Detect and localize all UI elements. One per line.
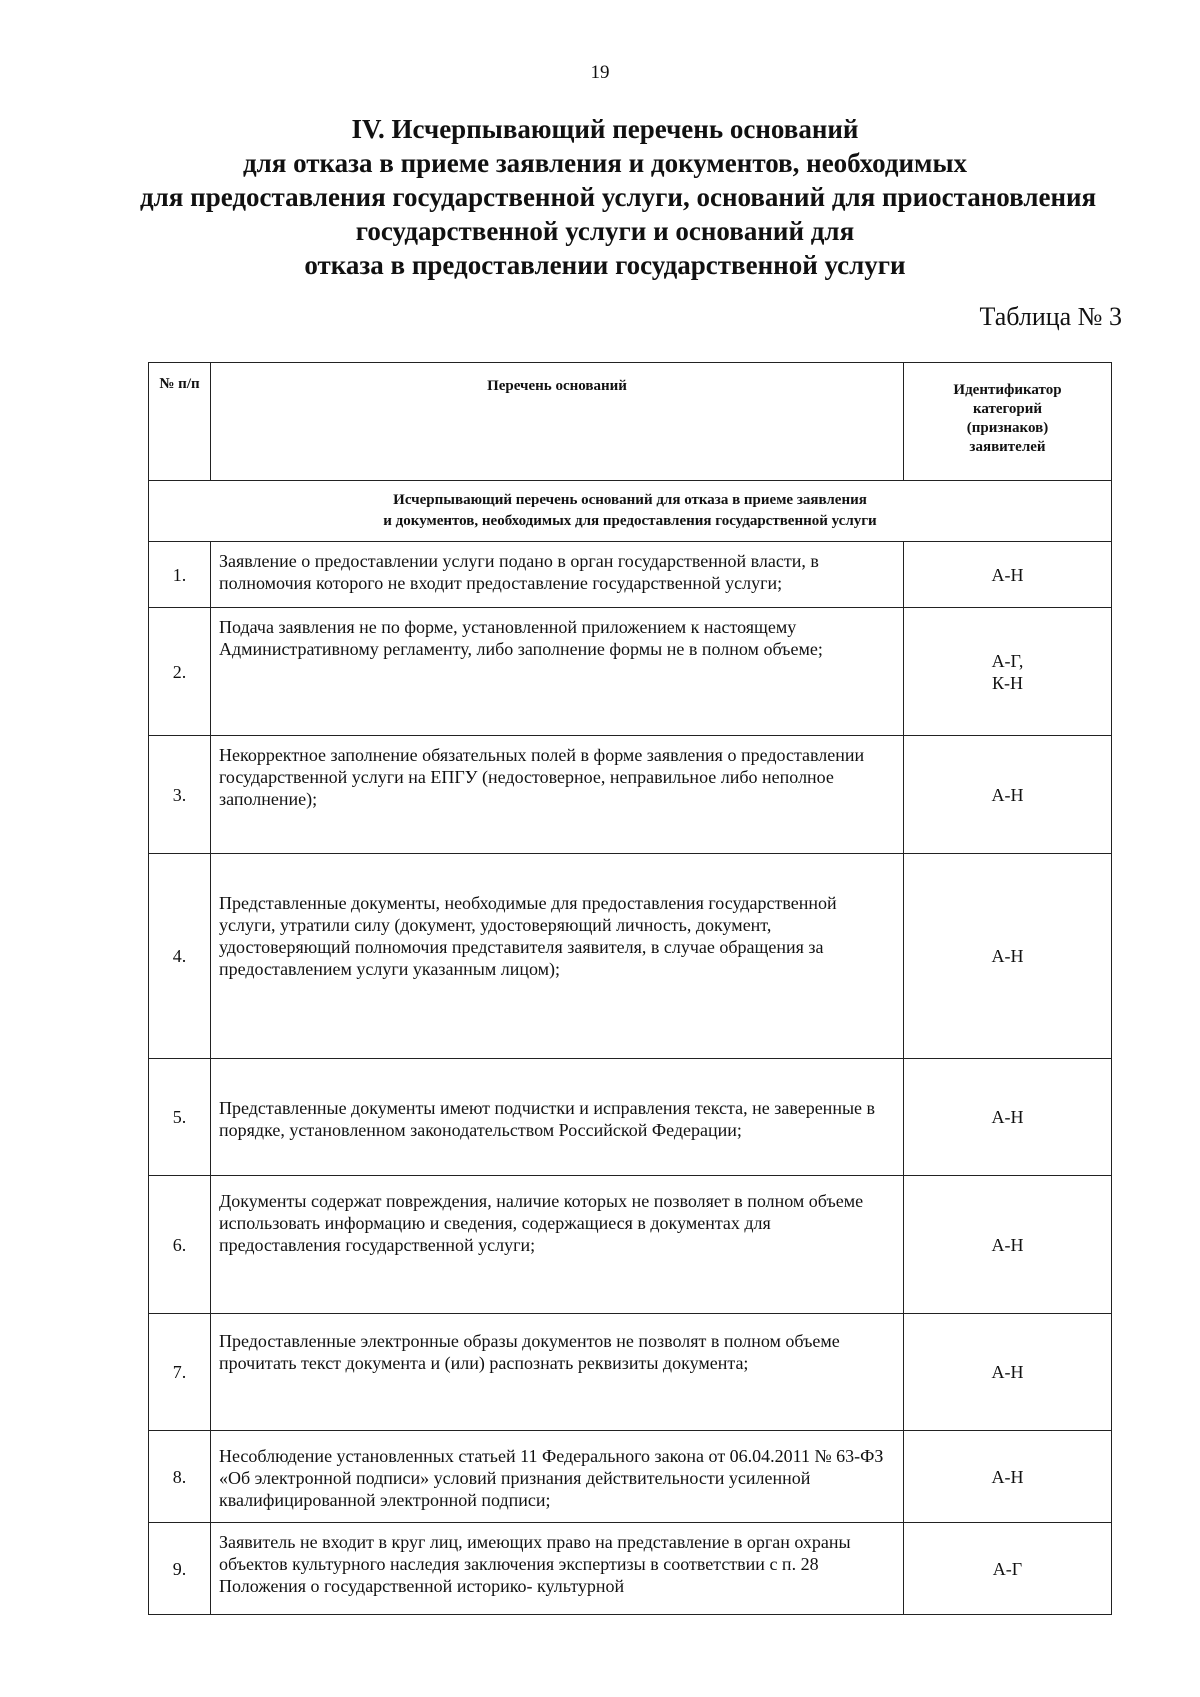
- row-reason: Документы содержат повреждения, наличие которых не позволяет в полном объеме использовать информацию и сведения, содержащиеся в документах для предоставления государственной услуги;: [211, 1176, 904, 1314]
- row-number: 7.: [149, 1314, 211, 1431]
- identifier-line: А-Н: [991, 564, 1024, 585]
- table-row: [149, 736, 1112, 854]
- group-header-row: [149, 481, 1112, 542]
- row-identifier: [904, 854, 1112, 1059]
- section-title-line: для отказа в приеме заявления и документов, необходимых: [242, 148, 968, 178]
- row-identifier: [904, 1431, 1112, 1523]
- row-number: 8.: [149, 1431, 211, 1523]
- identifier-line: А-Н: [991, 1234, 1024, 1255]
- header-id-line: (признаков): [966, 420, 1049, 436]
- section-title-line: отказа в предоставлении государственной услуги: [304, 250, 906, 280]
- row-reason: Некорректное заполнение обязательных полей в форме заявления о предоставлении государственной услуги на ЕПГУ (недостоверное, неправильное либо неполное заполнение);: [211, 736, 904, 854]
- table-row: [149, 1523, 1112, 1615]
- row-reason: Представленные документы имеют подчистки и исправления текста, не заверенные в порядке, установленном законодательством Российской Федерации;: [211, 1059, 904, 1176]
- identifier-line: А-Г: [992, 1558, 1023, 1579]
- row-number: 9.: [149, 1523, 211, 1615]
- identifier-line: А-Н: [991, 1362, 1024, 1382]
- row-identifier: [904, 608, 1112, 736]
- table-row: [149, 608, 1112, 736]
- header-id-line: заявителей: [969, 439, 1046, 455]
- section-title-line: для предоставления государственной услуги, оснований для приостановления: [140, 182, 1097, 212]
- table-row: [149, 1059, 1112, 1176]
- row-identifier: [904, 1523, 1112, 1615]
- section-title-line: IV. Исчерпывающий перечень оснований: [351, 114, 859, 144]
- row-number: 3.: [149, 736, 211, 854]
- row-number: 1.: [149, 542, 211, 608]
- identifier-line: А-Г,: [991, 650, 1024, 671]
- row-number: 6.: [149, 1176, 211, 1314]
- table-row: [149, 542, 1112, 608]
- section-title-line: государственной услуги и оснований для: [355, 216, 855, 246]
- page-number: 19: [590, 62, 610, 83]
- row-number: 4.: [149, 854, 211, 1059]
- table-row: [149, 1431, 1112, 1523]
- table-row: [149, 1314, 1112, 1431]
- row-identifier: [904, 1059, 1112, 1176]
- group-header-line: и документов, необходимых для предоставления государственной услуги: [383, 513, 877, 529]
- group-header: [149, 481, 1112, 542]
- identifier-line: К-Н: [992, 672, 1023, 693]
- row-reason: Представленные документы, необходимые для предоставления государственной услуги, утратили силу (документ, удостоверяющий личность, документ, удостоверяющий полномочия представителя заявителя, в случае обращения за предоставлением услуги указанным лицом);: [211, 854, 904, 1059]
- identifier-line: А-Н: [991, 784, 1024, 805]
- header-number: № п/п: [149, 363, 211, 481]
- row-reason: Предоставленные электронные образы документов не позволят в полном объеме прочитать текст документа и (или) распознать реквизиты документа;: [211, 1314, 904, 1431]
- header-id-line: Идентификатор: [953, 382, 1062, 398]
- row-reason: Заявление о предоставлении услуги подано в орган государственной власти, в полномочия которого не входит предоставление государственной услуги;: [211, 542, 904, 608]
- row-reason: Подача заявления не по форме, установленной приложением к настоящему Административному регламенту, либо заполнение формы не в полном объеме;: [211, 608, 904, 736]
- row-identifier: [904, 1314, 1112, 1431]
- table-caption: Таблица № 3: [979, 302, 1122, 331]
- group-header-line: Исчерпывающий перечень оснований для отказа в приеме заявления: [393, 492, 867, 508]
- row-reason: Несоблюдение установленных статьей 11 Федерального закона от 06.04.2011 № 63-ФЗ «Об электронной подписи» условий признания действительности усиленной квалифицированной электронной подписи;: [211, 1431, 904, 1523]
- table-row: [149, 854, 1112, 1059]
- row-number: 2.: [149, 608, 211, 736]
- header-id-line: категорий: [972, 401, 1043, 417]
- header-reasons: Перечень оснований: [211, 363, 904, 481]
- header-applicant-category-id: [904, 363, 1112, 481]
- row-reason: Заявитель не входит в круг лиц, имеющих право на представление в орган охраны объектов культурного наследия заключения экспертизы в соответствии с п. 28 Положения о государственной историко- культурной: [211, 1523, 904, 1615]
- table-header-row: [149, 363, 1112, 481]
- identifier-line: А-Н: [991, 1107, 1024, 1127]
- identifier-line: А-Н: [991, 1466, 1024, 1487]
- row-identifier: [904, 736, 1112, 854]
- row-number: 5.: [149, 1059, 211, 1176]
- table-row: [149, 1176, 1112, 1314]
- section-title: [140, 112, 1097, 282]
- row-identifier: [904, 542, 1112, 608]
- row-identifier: [904, 1176, 1112, 1314]
- identifier-line: А-Н: [991, 946, 1024, 966]
- grounds-table: [148, 362, 1112, 1615]
